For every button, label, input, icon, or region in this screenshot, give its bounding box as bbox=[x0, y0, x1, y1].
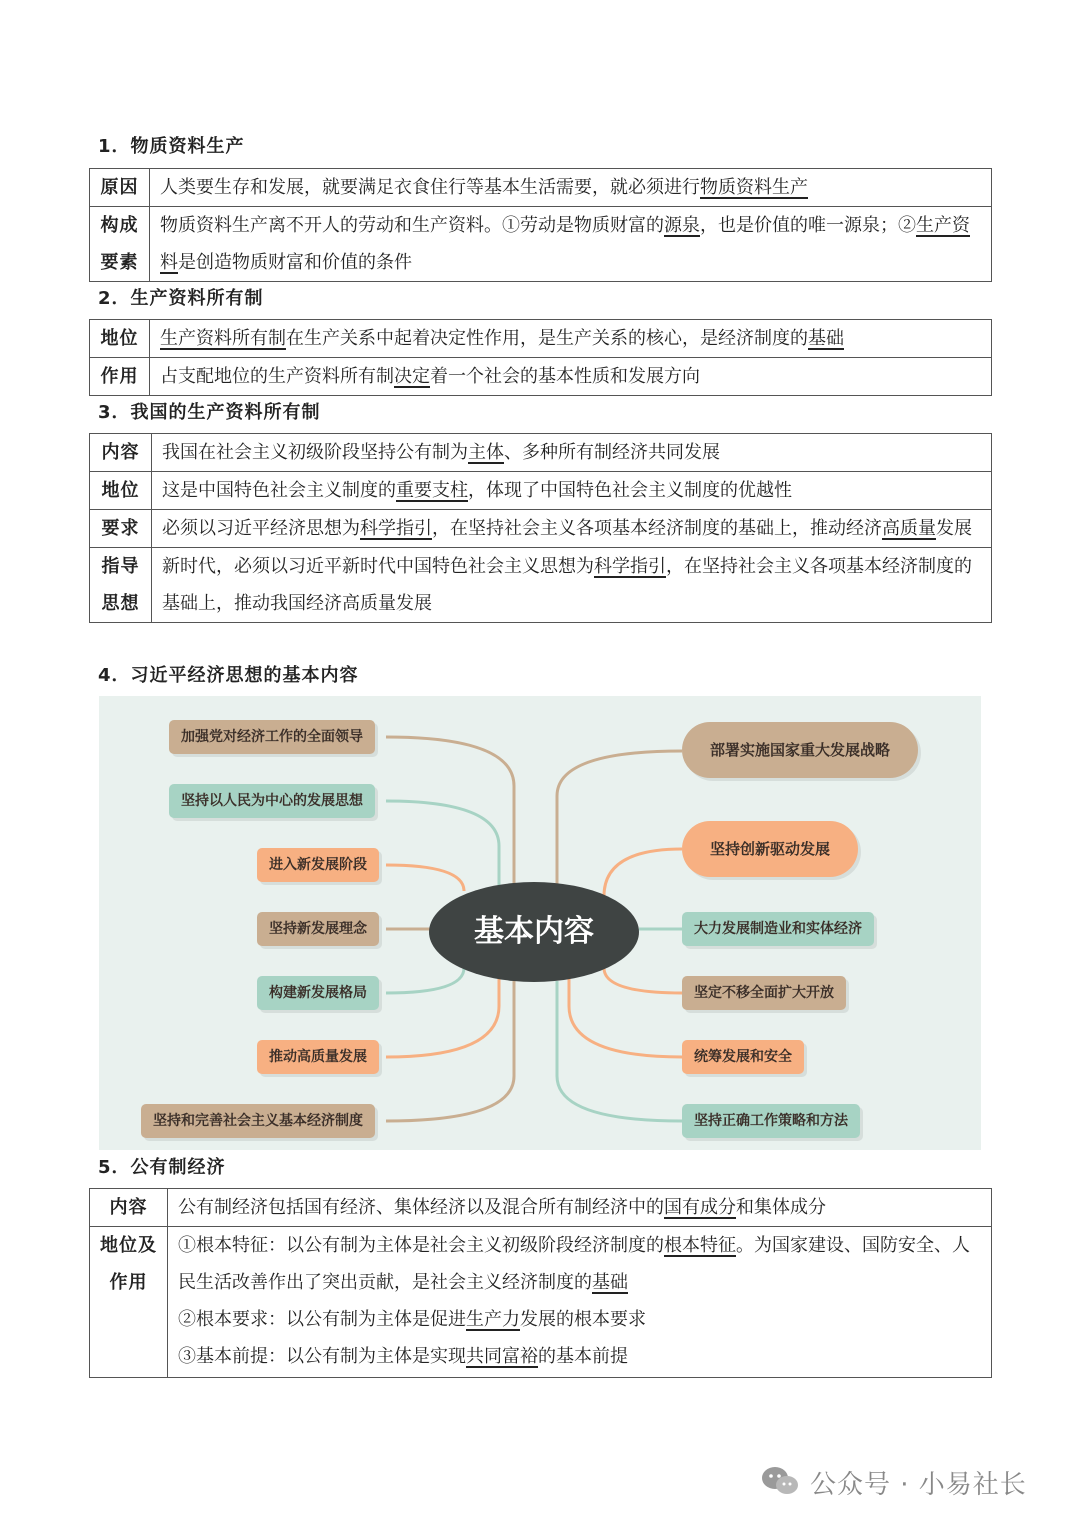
section-1-table bbox=[89, 168, 992, 282]
map-node-left-6: 推动高质量发展 bbox=[257, 1040, 379, 1074]
wechat-watermark bbox=[760, 1460, 1060, 1504]
text-run: 在生产关系中起着决定性作用，是生产关系的核心，是经济制度的 bbox=[286, 328, 808, 349]
text-run: ③基本前提：以公有制为主体是实现 bbox=[178, 1346, 466, 1367]
connector-line bbox=[386, 968, 464, 993]
text-line bbox=[178, 1338, 985, 1375]
connector-line bbox=[604, 968, 682, 993]
map-node-left-3: 进入新发展阶段 bbox=[257, 848, 379, 882]
map-node-right-1: 部署实施国家重大发展战略 bbox=[682, 722, 918, 778]
map-node-right-3: 大力发展制造业和实体经济 bbox=[682, 912, 874, 946]
map-node-right-2: 坚持创新驱动发展 bbox=[682, 821, 858, 877]
text-run: 发展 bbox=[936, 518, 972, 539]
underlined-keyword: 生产资料 bbox=[160, 215, 970, 273]
underlined-keyword: 物质资料生产 bbox=[700, 177, 808, 198]
row-label: 内容 bbox=[90, 1189, 168, 1227]
underlined-keyword: 生产资料所有制 bbox=[160, 328, 286, 349]
row-text bbox=[168, 1189, 992, 1227]
underlined-keyword: 基础 bbox=[808, 328, 844, 349]
text-run: 的基本前提 bbox=[538, 1346, 628, 1367]
mind-map bbox=[99, 696, 981, 1150]
text-run: 必须以习近平经济思想为 bbox=[162, 518, 360, 539]
row-label: 作用 bbox=[90, 358, 150, 396]
text-run: 公有制经济包括国有经济、集体经济以及混合所有制经济中的 bbox=[178, 1197, 664, 1218]
text-run: 、多种所有制经济共同发展 bbox=[504, 442, 720, 463]
text-run: ，也是价值的唯一源泉；② bbox=[700, 215, 916, 236]
underlined-keyword: 高质量 bbox=[882, 518, 936, 539]
row-label: 构成要素 bbox=[90, 207, 150, 282]
section-3-title: 3．我国的生产资料所有制 bbox=[98, 402, 321, 423]
text-run: 物质资料生产离不开人的劳动和生产资料。①劳动是物质财富的 bbox=[160, 215, 664, 236]
text-run: 这是中国特色社会主义制度的 bbox=[162, 480, 396, 501]
row-label: 原因 bbox=[90, 169, 150, 207]
row-label: 要求 bbox=[90, 510, 152, 548]
row-label: 内容 bbox=[90, 434, 152, 472]
section-3-table bbox=[89, 433, 992, 623]
text-run: ①根本特征：以公有制为主体是社会主义初级阶段经济制度的 bbox=[178, 1235, 664, 1256]
map-node-right-5: 统筹发展和安全 bbox=[682, 1040, 804, 1074]
underlined-keyword: 决定 bbox=[394, 366, 430, 387]
text-run: 占支配地位的生产资料所有制 bbox=[160, 366, 394, 387]
text-run: 人类要生存和发展，就要满足衣食住行等基本生活需要，就必须进行 bbox=[160, 177, 700, 198]
text-run: 我国在社会主义初级阶段坚持公有制为 bbox=[162, 442, 468, 463]
underlined-keyword: 生产力 bbox=[466, 1309, 520, 1330]
underlined-keyword: 根本特征 bbox=[664, 1235, 736, 1256]
text-line bbox=[178, 1301, 985, 1338]
text-line bbox=[178, 1227, 985, 1301]
section-5-table bbox=[89, 1188, 992, 1378]
table-row bbox=[90, 169, 992, 207]
section-2-table bbox=[89, 319, 992, 396]
map-center-node: 基本内容 bbox=[429, 882, 639, 982]
row-text bbox=[150, 358, 992, 396]
text-run: 着一个社会的基本性质和发展方向 bbox=[430, 366, 700, 387]
section-4-title: 4．习近平经济思想的基本内容 bbox=[98, 665, 359, 686]
map-node-right-6: 坚持正确工作策略和方法 bbox=[682, 1104, 860, 1138]
map-node-left-4: 坚持新发展理念 bbox=[257, 912, 379, 946]
wechat-icon bbox=[760, 1464, 800, 1498]
section-1-title: 1．物质资料生产 bbox=[98, 136, 245, 157]
section-2-title: 2．生产资料所有制 bbox=[98, 288, 264, 309]
row-text bbox=[150, 207, 992, 282]
underlined-keyword: 主体 bbox=[468, 442, 504, 463]
underlined-keyword: 国有成分 bbox=[664, 1197, 736, 1218]
connector-line bbox=[386, 737, 514, 891]
row-label: 地位及作用 bbox=[90, 1227, 168, 1378]
underlined-keyword: 科学指引 bbox=[594, 556, 666, 577]
text-run: ，在坚持社会主义各项基本经济制度的基础上，推动我国经济高质量发展 bbox=[162, 556, 972, 614]
table-row bbox=[90, 1189, 992, 1227]
table-row bbox=[90, 320, 992, 358]
section-5-title: 5．公有制经济 bbox=[98, 1157, 226, 1178]
connector-line bbox=[386, 865, 464, 891]
map-node-left-1: 加强党对经济工作的全面领导 bbox=[169, 720, 375, 754]
underlined-keyword: 科学指引 bbox=[360, 518, 432, 539]
row-text bbox=[152, 510, 992, 548]
row-text bbox=[152, 434, 992, 472]
table-row bbox=[90, 548, 992, 623]
row-label: 指导思想 bbox=[90, 548, 152, 623]
text-run: 是创造物质财富和价值的条件 bbox=[178, 252, 412, 273]
row-label: 地位 bbox=[90, 472, 152, 510]
text-run: ②根本要求：以公有制为主体是促进 bbox=[178, 1309, 466, 1330]
underlined-keyword: 源泉 bbox=[664, 215, 700, 236]
text-run: ，在坚持社会主义各项基本经济制度的基础上，推动经济 bbox=[432, 518, 882, 539]
table-row bbox=[90, 207, 992, 282]
underlined-keyword: 共同富裕 bbox=[466, 1346, 538, 1367]
table-row bbox=[90, 1227, 992, 1378]
underlined-keyword: 基础 bbox=[592, 1272, 628, 1293]
row-text bbox=[152, 472, 992, 510]
text-run: 新时代，必须以习近平新时代中国特色社会主义思想为 bbox=[162, 556, 594, 577]
connector-line bbox=[604, 849, 682, 896]
connector-line bbox=[569, 978, 682, 1057]
map-node-left-7: 坚持和完善社会主义基本经济制度 bbox=[141, 1104, 375, 1138]
table-row bbox=[90, 358, 992, 396]
connector-line bbox=[386, 801, 499, 896]
map-node-left-5: 构建新发展格局 bbox=[257, 976, 379, 1010]
table-row bbox=[90, 510, 992, 548]
text-run: 。为国家建设、国防安全、人民生活改善作出了突出贡献，是社会主义经济制度的 bbox=[178, 1235, 970, 1293]
row-label: 地位 bbox=[90, 320, 150, 358]
text-run: ，体现了中国特色社会主义制度的优越性 bbox=[468, 480, 792, 501]
map-node-left-2: 坚持以人民为中心的发展思想 bbox=[169, 784, 375, 818]
row-text bbox=[168, 1227, 992, 1378]
text-run: 发展的根本要求 bbox=[520, 1309, 646, 1330]
row-text bbox=[150, 320, 992, 358]
map-node-right-4: 坚定不移全面扩大开放 bbox=[682, 976, 846, 1010]
table-row bbox=[90, 434, 992, 472]
text-run: 和集体成分 bbox=[736, 1197, 826, 1218]
table-row bbox=[90, 472, 992, 510]
watermark-text: 公众号 · 小易社长 bbox=[810, 1470, 1027, 1500]
underlined-keyword: 重要支柱 bbox=[396, 480, 468, 501]
row-text bbox=[152, 548, 992, 623]
row-text bbox=[150, 169, 992, 207]
